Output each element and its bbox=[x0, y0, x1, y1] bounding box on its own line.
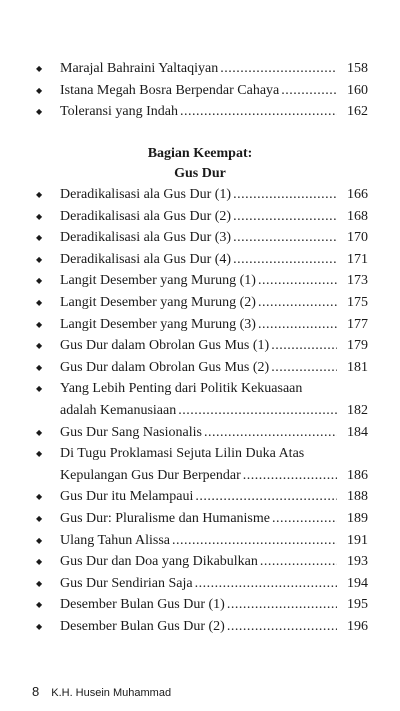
diamond-bullet-icon: ◆ bbox=[36, 427, 43, 437]
toc-entry bbox=[32, 227, 368, 249]
toc-entry-title: Gus Dur dan Doa yang Dikabulkan bbox=[60, 554, 258, 570]
toc-entry-title: Langit Desember yang Murung (1) bbox=[60, 273, 256, 289]
toc-entry-title: Deradikalisasi ala Gus Dur (1) bbox=[60, 187, 232, 202]
diamond-bullet-icon: ◆ bbox=[36, 297, 43, 307]
diamond-bullet-icon: ◆ bbox=[36, 85, 43, 95]
dot-leader bbox=[258, 314, 337, 336]
diamond-bullet-icon: ◆ bbox=[36, 557, 43, 567]
toc-entry-title: Gus Dur: Pluralisme dan Humanisme bbox=[60, 510, 270, 526]
diamond-bullet-icon: ◆ bbox=[36, 600, 43, 610]
toc-entry-page: 195 bbox=[347, 597, 368, 613]
dot-leader bbox=[178, 400, 337, 422]
dot-leader bbox=[180, 101, 337, 123]
toc-entry-page: 193 bbox=[347, 554, 368, 570]
toc-entry-title: Toleransi yang Indah bbox=[60, 104, 178, 120]
diamond-bullet-icon: ◆ bbox=[36, 492, 43, 502]
toc-entry bbox=[32, 206, 368, 228]
toc-entry-title: Deradikalisasi ala Gus Dur (4) bbox=[60, 251, 232, 267]
toc-entry-page: 184 bbox=[347, 424, 368, 440]
dot-leader bbox=[204, 422, 337, 444]
toc-entry-title: Istana Megah Bosra Berpendar Cahaya bbox=[60, 82, 280, 98]
toc-entry-page: 166 bbox=[347, 187, 368, 202]
toc-entry-page: 186 bbox=[347, 467, 368, 483]
toc-entry-page: 158 bbox=[347, 61, 368, 76]
toc-entry bbox=[32, 101, 368, 123]
toc-entry bbox=[32, 80, 368, 102]
diamond-bullet-icon: ◆ bbox=[36, 254, 43, 264]
toc-entry-title: Gus Dur dalam Obrolan Gus Mus (1) bbox=[60, 338, 270, 354]
toc-entry-title: Gus Dur Sang Nasionalis bbox=[60, 424, 202, 440]
toc-entry-title-line2: Kepulangan Gus Dur Berpendar bbox=[60, 467, 241, 483]
dot-leader bbox=[172, 530, 337, 552]
toc-entry bbox=[32, 249, 368, 271]
diamond-bullet-icon: ◆ bbox=[36, 578, 43, 588]
toc-entry-page: 168 bbox=[347, 208, 368, 224]
toc-entry-title: Gus Dur Sendirian Saja bbox=[60, 575, 193, 591]
toc-entry bbox=[32, 616, 368, 638]
toc-entry-page: 170 bbox=[347, 230, 368, 246]
toc-entry-title-line1: Di Tugu Proklamasi Sejuta Lilin Duka Atas bbox=[60, 446, 305, 462]
toc-entry-page: 160 bbox=[347, 82, 368, 98]
toc-entry bbox=[32, 551, 368, 573]
diamond-bullet-icon: ◆ bbox=[36, 449, 43, 459]
toc-entry-title: Ulang Tahun Alissa bbox=[60, 532, 170, 548]
footer-author: K.H. Husein Muhammad bbox=[51, 687, 172, 699]
dot-leader bbox=[195, 573, 337, 595]
page-footer bbox=[32, 684, 171, 699]
toc-entry-title: Langit Desember yang Murung (3) bbox=[60, 316, 256, 332]
toc-entry bbox=[32, 508, 368, 530]
diamond-bullet-icon: ◆ bbox=[36, 384, 43, 394]
dot-leader bbox=[227, 594, 337, 616]
toc-entry bbox=[32, 292, 368, 314]
toc-entry-page: 194 bbox=[347, 575, 368, 591]
diamond-bullet-icon: ◆ bbox=[36, 362, 43, 372]
toc-entry bbox=[32, 357, 368, 379]
toc-entry-title: Deradikalisasi ala Gus Dur (3) bbox=[60, 230, 232, 246]
toc-list-previous-section bbox=[32, 58, 368, 123]
diamond-bullet-icon: ◆ bbox=[36, 107, 43, 117]
toc-entry-title: Marajal Bahraini Yaltaqiyan bbox=[60, 61, 219, 76]
diamond-bullet-icon: ◆ bbox=[36, 319, 43, 329]
toc-entry bbox=[32, 573, 368, 595]
dot-leader bbox=[243, 465, 337, 487]
toc-entry bbox=[32, 378, 368, 421]
toc-entry bbox=[32, 594, 368, 616]
dot-leader bbox=[195, 486, 337, 508]
toc-entry-page: 188 bbox=[347, 489, 368, 505]
toc-entry bbox=[32, 422, 368, 444]
toc-entry-page: 181 bbox=[347, 359, 368, 375]
section-heading-part: Bagian Keempat: bbox=[147, 146, 253, 161]
toc-entry-page: 173 bbox=[347, 273, 368, 289]
toc-entry-page: 175 bbox=[347, 294, 368, 310]
toc-entry bbox=[32, 530, 368, 552]
toc-entry bbox=[32, 443, 368, 486]
diamond-bullet-icon: ◆ bbox=[36, 513, 43, 523]
dot-leader bbox=[260, 551, 337, 573]
toc-entry-page: 191 bbox=[347, 532, 368, 548]
toc-entry bbox=[32, 270, 368, 292]
diamond-bullet-icon: ◆ bbox=[36, 211, 43, 221]
toc-entry bbox=[32, 335, 368, 357]
toc-entry-page: 182 bbox=[347, 402, 368, 418]
dot-leader bbox=[233, 206, 337, 228]
dot-leader bbox=[281, 80, 337, 102]
toc-entry-title-line2: adalah Kemanusiaan bbox=[60, 402, 177, 418]
dot-leader bbox=[258, 292, 337, 314]
toc-entry-title: Deradikalisasi ala Gus Dur (2) bbox=[60, 208, 232, 224]
toc-entry-page: 196 bbox=[347, 618, 368, 634]
diamond-bullet-icon: ◆ bbox=[36, 621, 43, 631]
toc-entry bbox=[32, 314, 368, 336]
toc-entry-page: 179 bbox=[347, 338, 368, 354]
dot-leader bbox=[258, 270, 337, 292]
dot-leader bbox=[272, 508, 337, 530]
toc-entry-page: 162 bbox=[347, 104, 368, 120]
dot-leader bbox=[233, 249, 337, 271]
diamond-bullet-icon: ◆ bbox=[36, 535, 43, 545]
diamond-bullet-icon: ◆ bbox=[36, 341, 43, 351]
toc-entry-title: Desember Bulan Gus Dur (2) bbox=[60, 618, 225, 634]
toc-entry bbox=[32, 184, 368, 206]
toc-entry bbox=[32, 58, 368, 80]
toc-entry bbox=[32, 486, 368, 508]
toc-entry-title: Desember Bulan Gus Dur (1) bbox=[60, 597, 225, 613]
dot-leader bbox=[271, 335, 337, 357]
toc-entry-title-line1: Yang Lebih Penting dari Politik Kekuasaan bbox=[60, 381, 303, 397]
toc-list-gus-dur bbox=[32, 184, 368, 637]
diamond-bullet-icon: ◆ bbox=[36, 276, 43, 286]
dot-leader bbox=[233, 184, 337, 206]
toc-entry-page: 177 bbox=[347, 316, 368, 332]
dot-leader bbox=[233, 227, 337, 249]
section-heading-title: Gus Dur bbox=[174, 166, 226, 181]
toc-entry-page: 189 bbox=[347, 510, 368, 526]
dot-leader bbox=[227, 616, 337, 638]
dot-leader bbox=[220, 58, 337, 80]
diamond-bullet-icon: ◆ bbox=[36, 64, 43, 73]
toc-entry-title: Langit Desember yang Murung (2) bbox=[60, 294, 256, 310]
toc-entry-title: Gus Dur dalam Obrolan Gus Mus (2) bbox=[60, 359, 270, 375]
diamond-bullet-icon: ◆ bbox=[36, 233, 43, 243]
toc-entry-page: 171 bbox=[347, 251, 368, 267]
dot-leader bbox=[271, 357, 337, 379]
toc-entry-title: Gus Dur itu Melampaui bbox=[60, 489, 194, 505]
footer-page-number: 8 bbox=[32, 684, 40, 699]
diamond-bullet-icon: ◆ bbox=[36, 190, 43, 199]
